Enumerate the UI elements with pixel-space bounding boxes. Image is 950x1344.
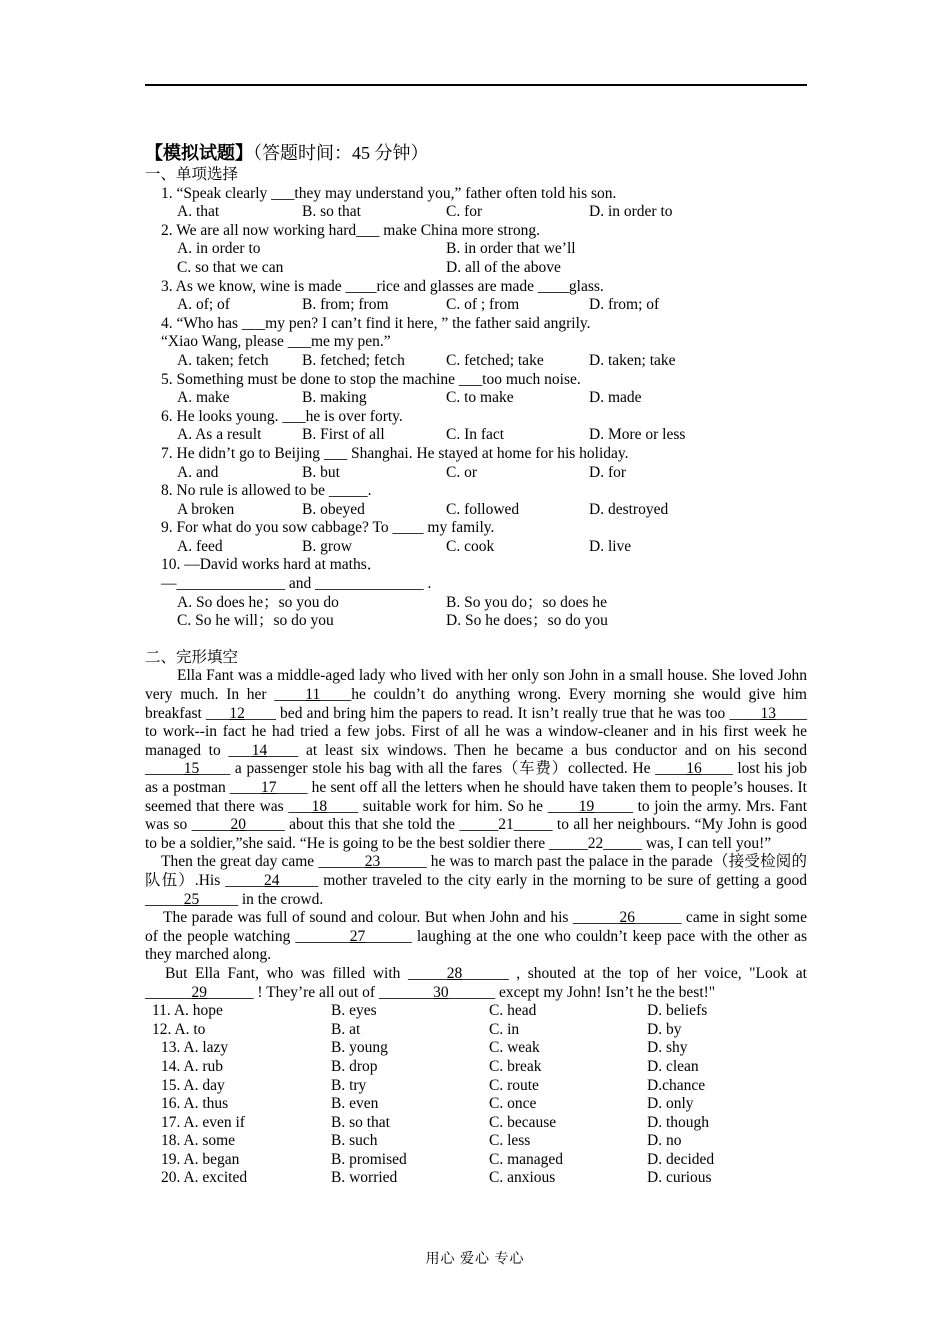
text-run: _____ about this that she told the _____21_____ to all her neighbours. “My John is good to be a soldier,”she said. “He is going to be the best soldier there _____22_____ was, I can tell you!” (145, 816, 807, 852)
option-row (145, 594, 807, 613)
option-choice: D. for (589, 463, 627, 481)
option-choice: B. from; from (302, 296, 389, 314)
title-rest: （答题时间：45 分钟） (253, 143, 429, 163)
cloze-option-row (145, 1151, 807, 1170)
option-choice: A. As a result (177, 426, 262, 444)
text-run: ____he couldn’t do anything wrong. Every morning she would give him breakfast ___ (145, 686, 807, 722)
cloze-option: C. once (489, 1095, 537, 1113)
option-choice: D. live (589, 537, 632, 555)
option-choice: A. taken; fetch (177, 351, 269, 369)
cloze-option-row (145, 1039, 807, 1058)
blank-number: 12 (229, 704, 245, 722)
option-choice: A. and (177, 463, 219, 481)
cloze-option: D. shy (647, 1039, 688, 1057)
option-choice: A. of; of (177, 296, 230, 314)
blank-number: 25 (183, 890, 200, 908)
option-choice: D. in order to (589, 203, 673, 221)
cloze-option: D. by (647, 1020, 682, 1038)
text-run: ______ except my John! Isn’t he the best!" (448, 983, 716, 1001)
cloze-option: C. managed (489, 1150, 564, 1168)
cloze-option: B. young (331, 1039, 388, 1057)
blank-number: 14 (251, 741, 268, 759)
question-stem: 3. As we know, wine is made ____rice and glasses are made ____glass. (161, 277, 604, 295)
cloze-option: B. eyes (331, 1002, 377, 1020)
option-choice: C. or (446, 463, 477, 481)
blank-number: 11 (305, 686, 321, 704)
blank-number: 17 (260, 779, 277, 796)
option-choice: D. More or less (589, 426, 686, 444)
question-stem: 6. He looks young. ___he is over forty. (161, 407, 403, 425)
option-choice: B. fetched; fetch (302, 351, 405, 369)
cloze-option-row (145, 1021, 807, 1040)
question-stem-continued: —______________ and ______________ . (161, 575, 432, 593)
blank-number: 24 (264, 871, 280, 889)
option-choice: D. destroyed (589, 500, 669, 518)
blank-number: 29 (191, 983, 207, 1001)
cloze-option: C. head (489, 1002, 537, 1020)
exam-title (145, 140, 807, 166)
option-choice: D. all of the above (446, 258, 561, 276)
option-choice: A. in order to (177, 240, 261, 258)
cloze-option: B. at (331, 1020, 361, 1038)
text-run: ____ at least six windows. Then he became a bus conductor and on his second _____ (145, 741, 807, 778)
text-run: _____ mother traveled to the city early in the morning to be sure of getting a good _____ (145, 871, 807, 908)
blank-number: 27 (349, 927, 366, 945)
cloze-option: 14. A. rub (161, 1057, 223, 1075)
question-stem-continued: “Xiao Wang, please ___me my pen.” (161, 333, 391, 351)
cloze-option: 12. A. to (152, 1020, 206, 1038)
title-bold: 【模拟试题】 (145, 143, 253, 163)
text-run: ____ lost his job as a postman ____ (145, 760, 807, 796)
option-row (145, 352, 807, 371)
option-choice: C. In fact (446, 426, 505, 444)
option-row (145, 259, 807, 278)
option-choice: A. that (177, 203, 220, 221)
cloze-option: D. curious (647, 1169, 712, 1187)
cloze-option: 19. A. began (161, 1150, 240, 1168)
cloze-option: B. so that (331, 1113, 390, 1131)
cloze-option: B. worried (331, 1169, 398, 1187)
option-choice: D. from; of (589, 296, 660, 314)
option-choice: D. made (589, 389, 642, 407)
option-choice: C. fetched; take (446, 351, 544, 369)
option-choice: B. So you do；so does he (446, 593, 608, 611)
text-run: But Ella Fant, who was filled with _____ (165, 964, 447, 982)
blank-number: 20 (230, 816, 246, 834)
text-run: ______ he was to march past the palace in the parade（接受检阅的队伍）.His _____ (145, 853, 808, 889)
cloze-option: 18. A. some (161, 1132, 236, 1150)
option-choice: C. for (446, 203, 483, 221)
cloze-option: C. break (489, 1057, 542, 1075)
option-choice: B. First of all (302, 426, 385, 444)
option-choice: C. cook (446, 537, 495, 555)
cloze-option: 11. A. hope (152, 1002, 223, 1020)
cloze-option: B. promised (331, 1150, 407, 1168)
cloze-option: D. no (647, 1132, 682, 1150)
cloze-option: C. weak (489, 1039, 540, 1057)
question-stem: 7. He didn’t go to Beijing ___ Shanghai. He stayed at home for his holiday. (161, 444, 629, 462)
text-run: _____ to join the army. Mrs. Fant was so _____ (145, 797, 807, 834)
option-row (145, 389, 807, 408)
text-run: ______ laughing at the one who couldn’t keep pace with the other as they marched along. (145, 927, 807, 964)
option-choice: B. grow (302, 537, 352, 555)
option-row (145, 426, 807, 445)
text-run: Ella Fant was a middle-aged lady who lived with her only son John in a small house. She loved John very much. In her ____ (145, 667, 807, 704)
cloze-option-row (145, 1002, 807, 1021)
cloze-option: B. such (331, 1132, 378, 1150)
option-choice: C. so that we can (177, 258, 284, 276)
option-choice: B. in order that we’ll (446, 240, 576, 258)
cloze-option: D. decided (647, 1150, 715, 1168)
cloze-option-row (145, 1095, 807, 1114)
option-choice: B. making (302, 389, 367, 407)
cloze-option: C. route (489, 1076, 539, 1094)
cloze-paragraph-3 (145, 909, 807, 965)
cloze-option: D. only (647, 1095, 694, 1113)
option-row (145, 240, 807, 259)
cloze-option: B. try (331, 1076, 367, 1094)
option-row (145, 612, 807, 631)
cloze-option-row (145, 1169, 807, 1188)
section2-heading: 二、完形填空 (145, 648, 239, 666)
option-choice: A. So does he；so you do (177, 593, 339, 611)
option-row (145, 464, 807, 483)
text-run: The parade was full of sound and colour. But when John and his ______ (163, 909, 620, 927)
section1-heading: 一、单项选择 (145, 166, 239, 183)
option-choice: D. So he does；so do you (446, 612, 608, 630)
option-choice: B. so that (302, 203, 361, 221)
blank-number: 18 (311, 797, 328, 815)
option-choice: A. feed (177, 537, 223, 555)
blank-number: 15 (183, 760, 200, 778)
blank-number: 13 (760, 704, 776, 722)
text-run: ____ he sent off all the letters when he should have taken them to people’s houses. It seemed that there was ___ (145, 779, 807, 815)
cloze-option: D. beliefs (647, 1002, 708, 1020)
section-gap (145, 631, 807, 649)
option-choice: A. make (177, 389, 230, 407)
text-run: ____ bed and bring him the papers to read. It isn’t really true that he was too ____ (244, 704, 761, 722)
cloze-option-row (145, 1114, 807, 1133)
section1-questions (145, 185, 807, 631)
question-stem: 9. For what do you sow cabbage? To ____ my family. (161, 519, 495, 537)
cloze-option: 16. A. thus (161, 1095, 229, 1113)
cloze-option: 20. A. excited (161, 1169, 248, 1187)
option-choice: C. to make (446, 389, 514, 407)
question-stem: 2. We are all now working hard___ make China more strong. (161, 221, 540, 239)
cloze-option-row (145, 1077, 807, 1096)
cloze-option-row (145, 1132, 807, 1151)
cloze-option: C. because (489, 1113, 557, 1131)
question-stem: 1. “Speak clearly ___they may understand you,” father often told his son. (161, 184, 617, 202)
option-choice: A broken (177, 500, 235, 518)
cloze-option: 13. A. lazy (161, 1039, 229, 1057)
cloze-option: B. drop (331, 1057, 378, 1075)
page-footer: 用心 爱心 专心 (425, 1252, 525, 1267)
question-stem: 4. “Who has ___my pen? I can’t find it here, ” the father said angrily. (161, 314, 591, 332)
option-choice: B. but (302, 463, 340, 481)
option-choice: C. of ; from (446, 296, 520, 314)
text-run: ____ to work--in fact he had tried a few jobs. First of all he was a window-cleaner and in his first week he managed to ___ (145, 704, 807, 759)
text-run: ______ came in sight some of the people watching _______ (145, 909, 807, 945)
option-row (145, 203, 807, 222)
cloze-paragraph-4 (145, 965, 807, 1002)
cloze-options (145, 1002, 807, 1188)
cloze-option: C. in (489, 1020, 520, 1038)
blank-number: 28 (446, 964, 463, 982)
cloze-option: D. though (647, 1113, 709, 1131)
blank-number: 26 (619, 909, 635, 927)
cloze-option-row (145, 1058, 807, 1077)
text-run: Then the great day came ______ (161, 853, 365, 871)
blank-number: 23 (364, 853, 381, 871)
cloze-option: 15. A. day (161, 1076, 225, 1094)
blank-number: 19 (578, 797, 595, 815)
question-stem: 8. No rule is allowed to be _____. (161, 482, 372, 500)
question-stem: 5. Something must be done to stop the machine ___too much noise. (161, 370, 581, 388)
cloze-option: 17. A. even if (161, 1113, 245, 1131)
text-run: ______ ! They’re all out of _______ (207, 983, 434, 1001)
text-run: ____ a passenger stole his bag with all the fares（车费）collected. He ____ (199, 760, 687, 778)
option-choice: C. So he will；so do you (177, 612, 334, 630)
blank-number: 16 (686, 760, 702, 778)
text-run: ____ suitable work for him. So he ____ (327, 797, 579, 815)
exam-content (145, 140, 807, 1188)
header-rule (145, 84, 807, 86)
cloze-option: D.chance (647, 1076, 706, 1094)
cloze-option: D. clean (647, 1057, 699, 1075)
text-run: _____ in the crowd. (199, 890, 324, 908)
option-choice: C. followed (446, 500, 520, 518)
cloze-option: B. even (331, 1095, 379, 1113)
cloze-option: C. less (489, 1132, 531, 1150)
cloze-paragraph-2 (145, 853, 807, 909)
blank-number: 30 (433, 983, 449, 1001)
option-row (145, 501, 807, 520)
cloze-paragraph-1 (145, 667, 807, 853)
text-run: ______ , shouted at the top of her voice, "Look at ______ (145, 964, 807, 1001)
option-choice: D. taken; take (589, 351, 676, 369)
cloze-option: C. anxious (489, 1169, 556, 1187)
option-choice: B. obeyed (302, 500, 365, 518)
question-stem: 10. —David works hard at maths． (161, 556, 383, 574)
option-row (145, 296, 807, 315)
option-row (145, 538, 807, 557)
